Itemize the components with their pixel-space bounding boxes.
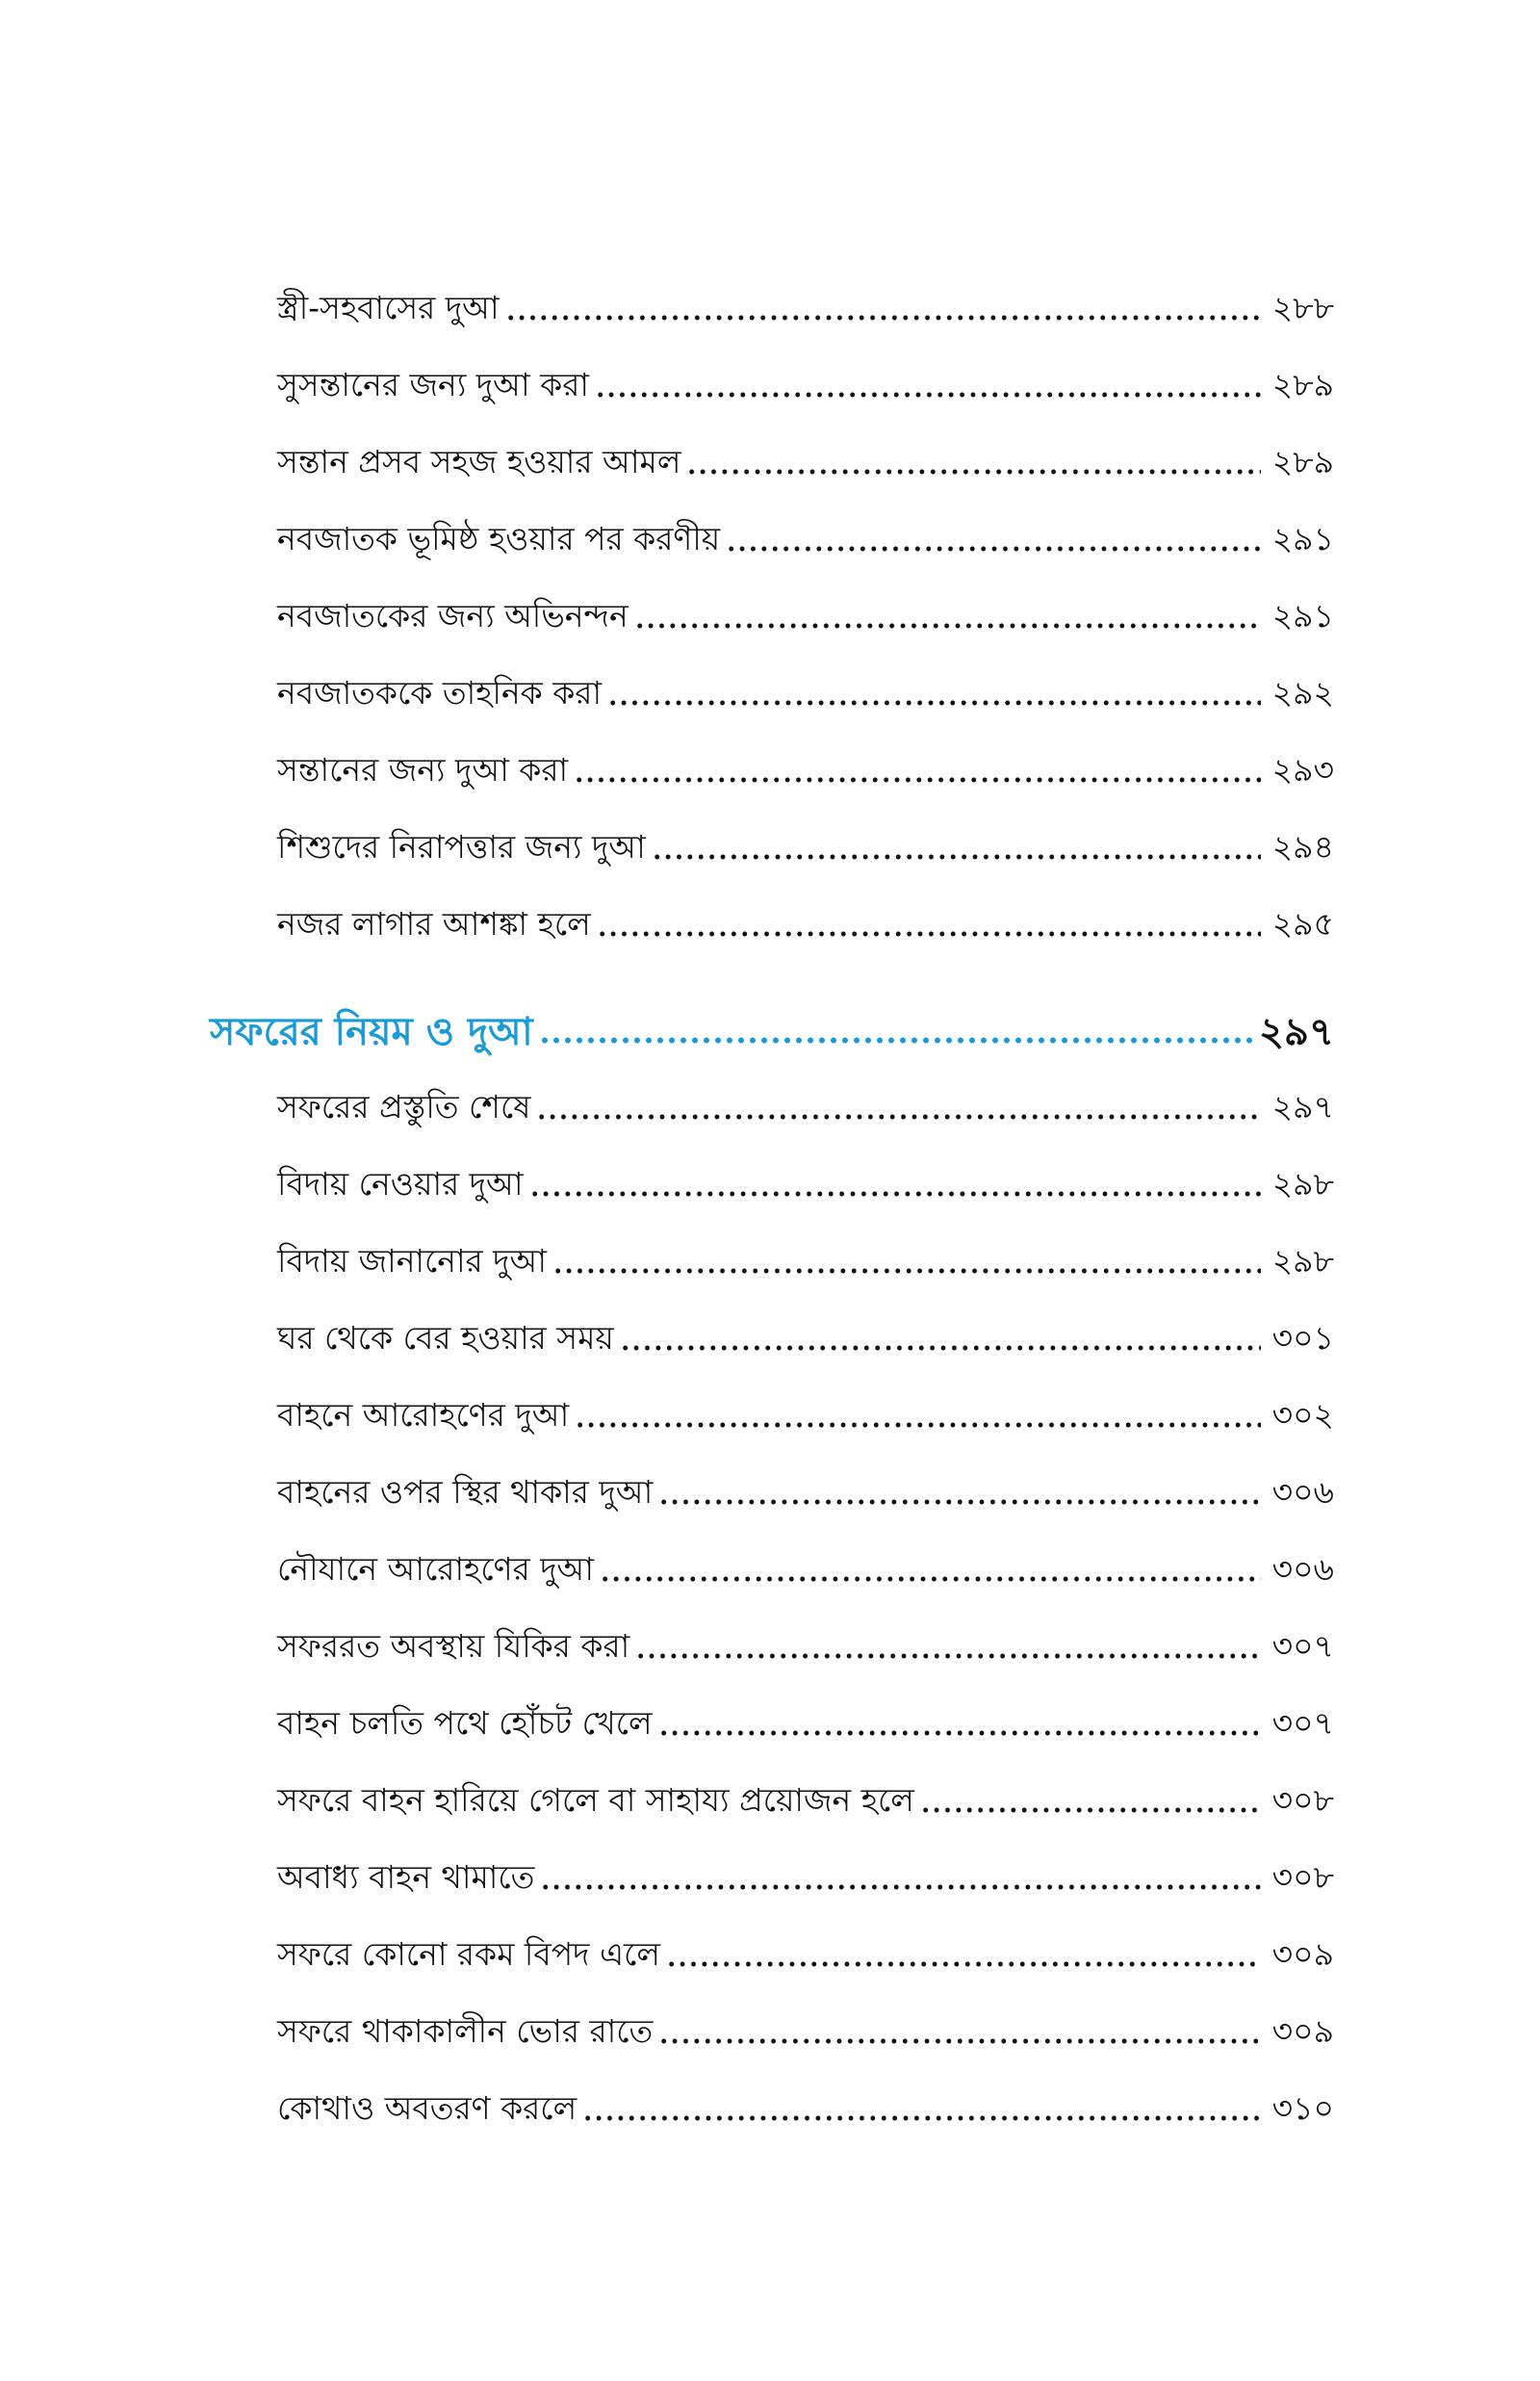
dot-leader (666, 1961, 1261, 1967)
toc-entry-title: অবাধ্য বাহন থামাতে (277, 1858, 535, 1896)
toc-entry-page: ২৮৯ (1271, 443, 1334, 480)
toc-entry (277, 1533, 1334, 1591)
toc-entry-title: কোথাও অবতরণ করলে (277, 2089, 578, 2127)
dot-leader (726, 546, 1261, 552)
dot-leader (505, 315, 1261, 321)
toc-entry-title: সন্তানের জন্য দুআ করা (277, 751, 569, 789)
toc-entry (277, 811, 1334, 868)
toc-entry-title: বাহনে আরোহণের দুআ (277, 1396, 570, 1434)
toc-entry (277, 1225, 1334, 1282)
toc-entry-page: ২৯২ (1271, 674, 1334, 712)
dot-leader (658, 2038, 1261, 2044)
toc-entry-page: ২৯৩ (1271, 751, 1334, 789)
toc-entry (277, 1148, 1334, 1205)
dot-leader (539, 1037, 1253, 1044)
toc-entry-page: ৩০৭ (1271, 1627, 1334, 1665)
toc-entry-title: সফরে কোনো রকম বিপদ এলে (277, 1935, 660, 1973)
toc-entry (277, 1687, 1334, 1745)
dot-leader (575, 1422, 1261, 1428)
toc-entry-page: ২৮৮ (1271, 289, 1334, 326)
toc-entry (277, 734, 1334, 791)
toc-entry-title: বাহন চলতি পথে হোঁচট খেলে (277, 1704, 653, 1742)
toc-entry (277, 888, 1334, 945)
toc-section-heading (210, 996, 1334, 1053)
toc-entry (277, 1071, 1334, 1128)
dot-leader (686, 469, 1261, 475)
toc-entry-page: ৩০৮ (1271, 1858, 1334, 1896)
toc-entry-page: ৩০৮ (1271, 1781, 1334, 1819)
toc-entry-title: সুসন্তানের জন্য দুআ করা (277, 366, 589, 403)
toc-entry-title: সফরের প্রস্তুতি শেষে (277, 1088, 531, 1126)
toc-entry (277, 1379, 1334, 1436)
toc-entry-page: ৩০৯ (1271, 1935, 1334, 1973)
toc-entry-title: সফরে থাকাকালীন ভোর রাতে (277, 2012, 654, 2050)
toc-entry-title: নবজাতক ভূমিষ্ঠ হওয়ার পর করণীয় (277, 520, 721, 557)
dot-leader (582, 2115, 1261, 2121)
toc-entry-page: ৩০৬ (1271, 1473, 1334, 1511)
toc-entry (277, 503, 1334, 560)
toc-entry-title: সন্তান প্রসব সহজ হওয়ার আমল (277, 443, 681, 480)
toc-entry-title: সফররত অবস্থায় যিকির করা (277, 1627, 630, 1665)
toc-entry-page: ২৯৭ (1271, 1088, 1334, 1126)
toc-entry-title: নৌযানে আরোহণের দুআ (277, 1550, 595, 1588)
toc-entry-page: ৩০৬ (1271, 1550, 1334, 1588)
toc-entry-page: ৩০৯ (1271, 2012, 1334, 2050)
dot-leader (658, 1730, 1261, 1736)
toc-entry (277, 1302, 1334, 1359)
toc-entry-title: নবজাতকের জন্য অভিনন্দন (277, 597, 629, 634)
toc-entry-page: ২৯১ (1271, 520, 1334, 557)
toc-entry (277, 1995, 1334, 2053)
dot-leader (620, 1345, 1261, 1351)
toc-entry-page: ২৯১ (1271, 597, 1334, 634)
toc-entry (277, 2072, 1334, 2130)
dot-leader (529, 1191, 1262, 1197)
section-title: সফরের নিয়ম ও দুআ (210, 1010, 533, 1054)
toc-entry (277, 580, 1334, 637)
toc-entry (277, 1764, 1334, 1822)
toc-entry-page: ৩০২ (1271, 1396, 1334, 1434)
toc-entry-title: বিদায় নেওয়ার দুআ (277, 1165, 524, 1203)
toc-entry-title: বিদায় জানানোর দুআ (277, 1242, 548, 1280)
toc-entry-page: ২৯৮ (1271, 1165, 1334, 1203)
toc-entry-page: ৩০৭ (1271, 1704, 1334, 1742)
toc-entry-page: ৩০১ (1271, 1319, 1334, 1357)
dot-leader (540, 1884, 1261, 1890)
toc-entry (277, 1456, 1334, 1514)
toc-entry (277, 1610, 1334, 1668)
toc-entry-page: ২৯৮ (1271, 1242, 1334, 1280)
dot-leader (597, 931, 1261, 937)
section-page: ২৯৭ (1259, 1010, 1334, 1054)
toc-entry (277, 657, 1334, 714)
toc-entry (277, 1918, 1334, 1976)
toc-entry-title: নবজাতককে তাহনিক করা (277, 674, 603, 712)
dot-leader (658, 1499, 1261, 1505)
dot-leader (920, 1807, 1261, 1813)
dot-leader (574, 777, 1261, 783)
dot-leader (634, 623, 1261, 629)
dot-leader (536, 1114, 1261, 1120)
toc-entry (277, 426, 1334, 483)
toc-entry-title: সফরে বাহন হারিয়ে গেলে বা সাহায্য প্রয়োজন হলে (277, 1781, 914, 1819)
toc-entry-title: বাহনের ওপর স্থির থাকার দুআ (277, 1473, 654, 1511)
dot-leader (652, 854, 1261, 860)
dot-leader (600, 1576, 1261, 1582)
toc-entry-page: ৩১০ (1271, 2089, 1334, 2127)
dot-leader (635, 1653, 1261, 1659)
toc-entry (277, 272, 1334, 329)
toc-entry (277, 1841, 1334, 1899)
toc-entry-title: স্ত্রী-সহবাসের দুআ (277, 289, 500, 326)
dot-leader (552, 1268, 1261, 1274)
toc-entry-title: ঘর থেকে বের হওয়ার সময় (277, 1319, 614, 1357)
toc-entry-title: নজর লাগার আশঙ্কা হলে (277, 905, 591, 943)
dot-leader (607, 700, 1261, 706)
toc-entry (277, 349, 1334, 406)
toc-entry-page: ২৯৫ (1271, 905, 1334, 943)
dot-leader (595, 392, 1261, 398)
toc-entry-page: ২৯৪ (1271, 828, 1334, 866)
toc-entry-page: ২৮৯ (1271, 366, 1334, 403)
toc-entry-title: শিশুদের নিরাপত্তার জন্য দুআ (277, 828, 646, 866)
